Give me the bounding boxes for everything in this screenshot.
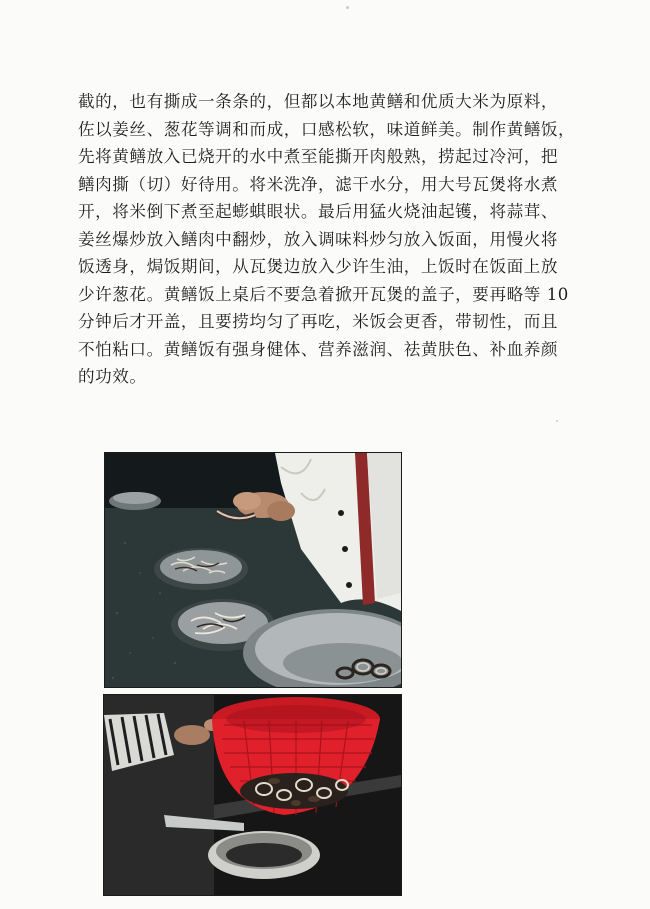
paragraph-line: 姜丝爆炒放入鳝肉中翻炒，放入调味料炒匀放入饭面，用慢火将 [78, 229, 559, 249]
scan-speck [556, 420, 558, 422]
chef-preparing-eel-photo [104, 452, 402, 688]
paragraph-line: 的功效。 [78, 367, 147, 386]
paragraph-line: 先将黄鳝放入已烧开的水中煮至能撕开肉般熟，捞起过冷河，把 [78, 147, 559, 166]
paragraph [78, 88, 578, 391]
paragraph-line: 分钟后才开盖，且要捞均匀了再吃，米饭会更香，带韧性，而且 [78, 312, 559, 331]
scan-speck [346, 6, 349, 9]
red-colander-eel-image [104, 695, 401, 895]
paragraph-line: 不怕粘口。黄鳝饭有强身健体、营养滋润、祛黄肤色、补血养颜 [78, 339, 559, 359]
paragraph-line: 鳝肉撕（切）好待用。将米洗净，滤干水分，用大号瓦煲将水煮 [78, 174, 559, 194]
paragraph-line: 佐以姜丝、葱花等调和而成，口感松软，味道鲜美。制作黄鳝饭， [78, 119, 576, 139]
paragraph-line: 开，将米倒下煮至起蟛蜞眼状。最后用猛火烧油起镬，将蒜茸、 [78, 202, 559, 221]
paragraph-line: 少许葱花。黄鳝饭上桌后不要急着掀开瓦煲的盖子，要再略等 10 [78, 284, 569, 304]
chef-preparing-eel-image [105, 453, 401, 687]
paragraph-line: 截的，也有撕成一条条的，但都以本地黄鳝和优质大米为原料， [78, 92, 559, 111]
paragraph-line: 饭透身，焗饭期间，从瓦煲边放入少许生油，上饭时在饭面上放 [78, 257, 559, 276]
red-colander-eel-photo [103, 694, 402, 896]
